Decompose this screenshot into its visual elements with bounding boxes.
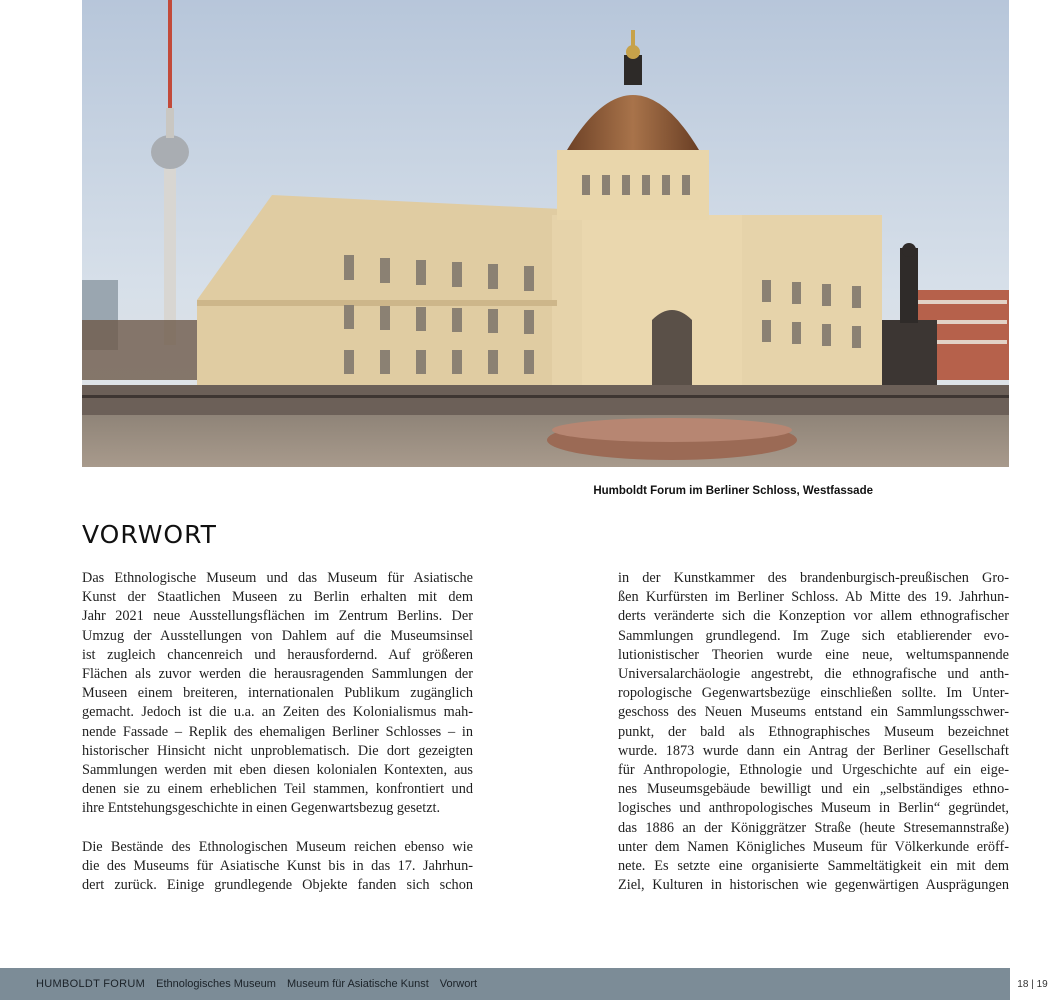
footer-section: Ethnologisches Museum [156,978,276,990]
footer-section: Vorwort [439,978,478,990]
text-line: Ziel, Kulturen in historischen wie gegenwärtigen Ausprägungen [618,877,1009,894]
text-line: geschoss des Neuen Museums entstand ein Sammlungsschwer- [618,704,1009,721]
text-line: für Anthropologie, Ethnologie und Urgeschichte auf ein eige- [618,762,1009,779]
footer-brand: HUMBOLDT FORUM [36,978,146,990]
text-line: Sammlungen grundlegend. Im Zuge sich etablierender evo- [618,627,1009,644]
text-line: wurde. 1873 wurde dann ein Antrag der Berliner Gesellschaft [618,742,1009,759]
text-line: Umzug der Ausstellungen von Dahlem auf die Museumsinsel [82,627,473,644]
text-line: Die Bestände des Ethnologischen Museum reichen ebenso wie [82,838,473,855]
text-line: Jahr 2021 neue Ausstellungsflächen im Zentrum Berlins. Der [82,608,473,625]
text-line: die des Museums für Asiatische Kunst bis in das 17. Jahrhun- [82,858,473,875]
text-line: Das Ethnologische Museum und das Museum für Asiatische [82,570,473,586]
text-line: Sammlungen werden mit eben diesen kolonialen Kontexten, aus [82,762,473,779]
text-line: derts veränderte sich die Konzeption vor allem ethnografischer [618,608,1009,625]
text-line: denen sie zu einem erheblichen Teil stammen, konfrontiert und [82,781,473,798]
text-line: das 1886 an der Königgrätzer Straße (heute Stresemannstraße) [618,819,1009,836]
section-heading: VORWORT [82,520,217,549]
footer-bar [0,968,1010,1000]
paragraph-1 [82,569,473,819]
text-line: unter dem Namen Königliches Museum für Völkerkunde eröff- [618,838,1009,855]
text-line: nes Museumsgebäude bewilligt und ein „selbständiges ethno- [618,781,1009,798]
text-line: Kunst der Staatlichen Museen zu Berlin erhalten mit dem [82,589,473,606]
photo-caption: Humboldt Forum im Berliner Schloss, Westfassade [593,485,873,497]
paragraph-3 [618,569,1009,895]
text-line: ßen Kurfürsten im Berliner Schloss. Ab Mitte des 19. Jahrhun- [618,589,1009,606]
text-line: in der Kunstkammer des brandenburgisch-preußischen Gro- [618,570,1009,586]
text-column-left [82,569,473,895]
paragraph-gap [82,819,473,838]
text-line: Museen einem breiteren, internationalen Publikum zugänglich [82,685,473,702]
cover-photo [82,0,1009,467]
text-line: Flächen als zuvor werden die herausragenden Sammlungen der [82,666,473,683]
text-line: Universalarchäologie angestrebt, die ethnografische und anth- [618,666,1009,683]
paragraph-2 [82,838,473,896]
text-line: ist zugleich chancenreich und herausfordernd. Auf größeren [82,646,473,663]
text-line: ropologische Gegenwartsbezüge einschließen sollte. Im Unter- [618,685,1009,702]
text-line: lutionistischer Theorien wurde eine neue, weltumspannende [618,646,1009,663]
page-number: 18 | 19 [1017,978,1048,990]
text-line: nende Fassade – Replik des ehemaligen Berliner Schlosses – in [82,723,473,740]
humboldt-forum-photo [82,0,1009,467]
footer-section: Museum für Asiatische Kunst [286,978,429,990]
text-line: dert zurück. Einige grundlegende Objekte fanden sich schon [82,877,473,894]
text-line: gemacht. Jedoch ist die u.a. an Zeiten des Kolonialismus mah- [82,704,473,721]
text-line: nete. Es setzte eine organisierte Sammeltätigkeit ein mit dem [618,858,1009,875]
text-column-right [618,569,1009,895]
text-line: historischer Hinsicht nicht unproblematisch. Die dort gezeigten [82,742,473,759]
text-line: punkt, der bald als Ethnographisches Museum bezeichnet [618,723,1009,740]
text-line: ihre Entstehungsgeschichte in einen Gegenwartsbezug gesetzt. [82,800,441,817]
text-line: logisches und anthropologisches Museum in Berlin“ gegründet, [618,800,1009,817]
